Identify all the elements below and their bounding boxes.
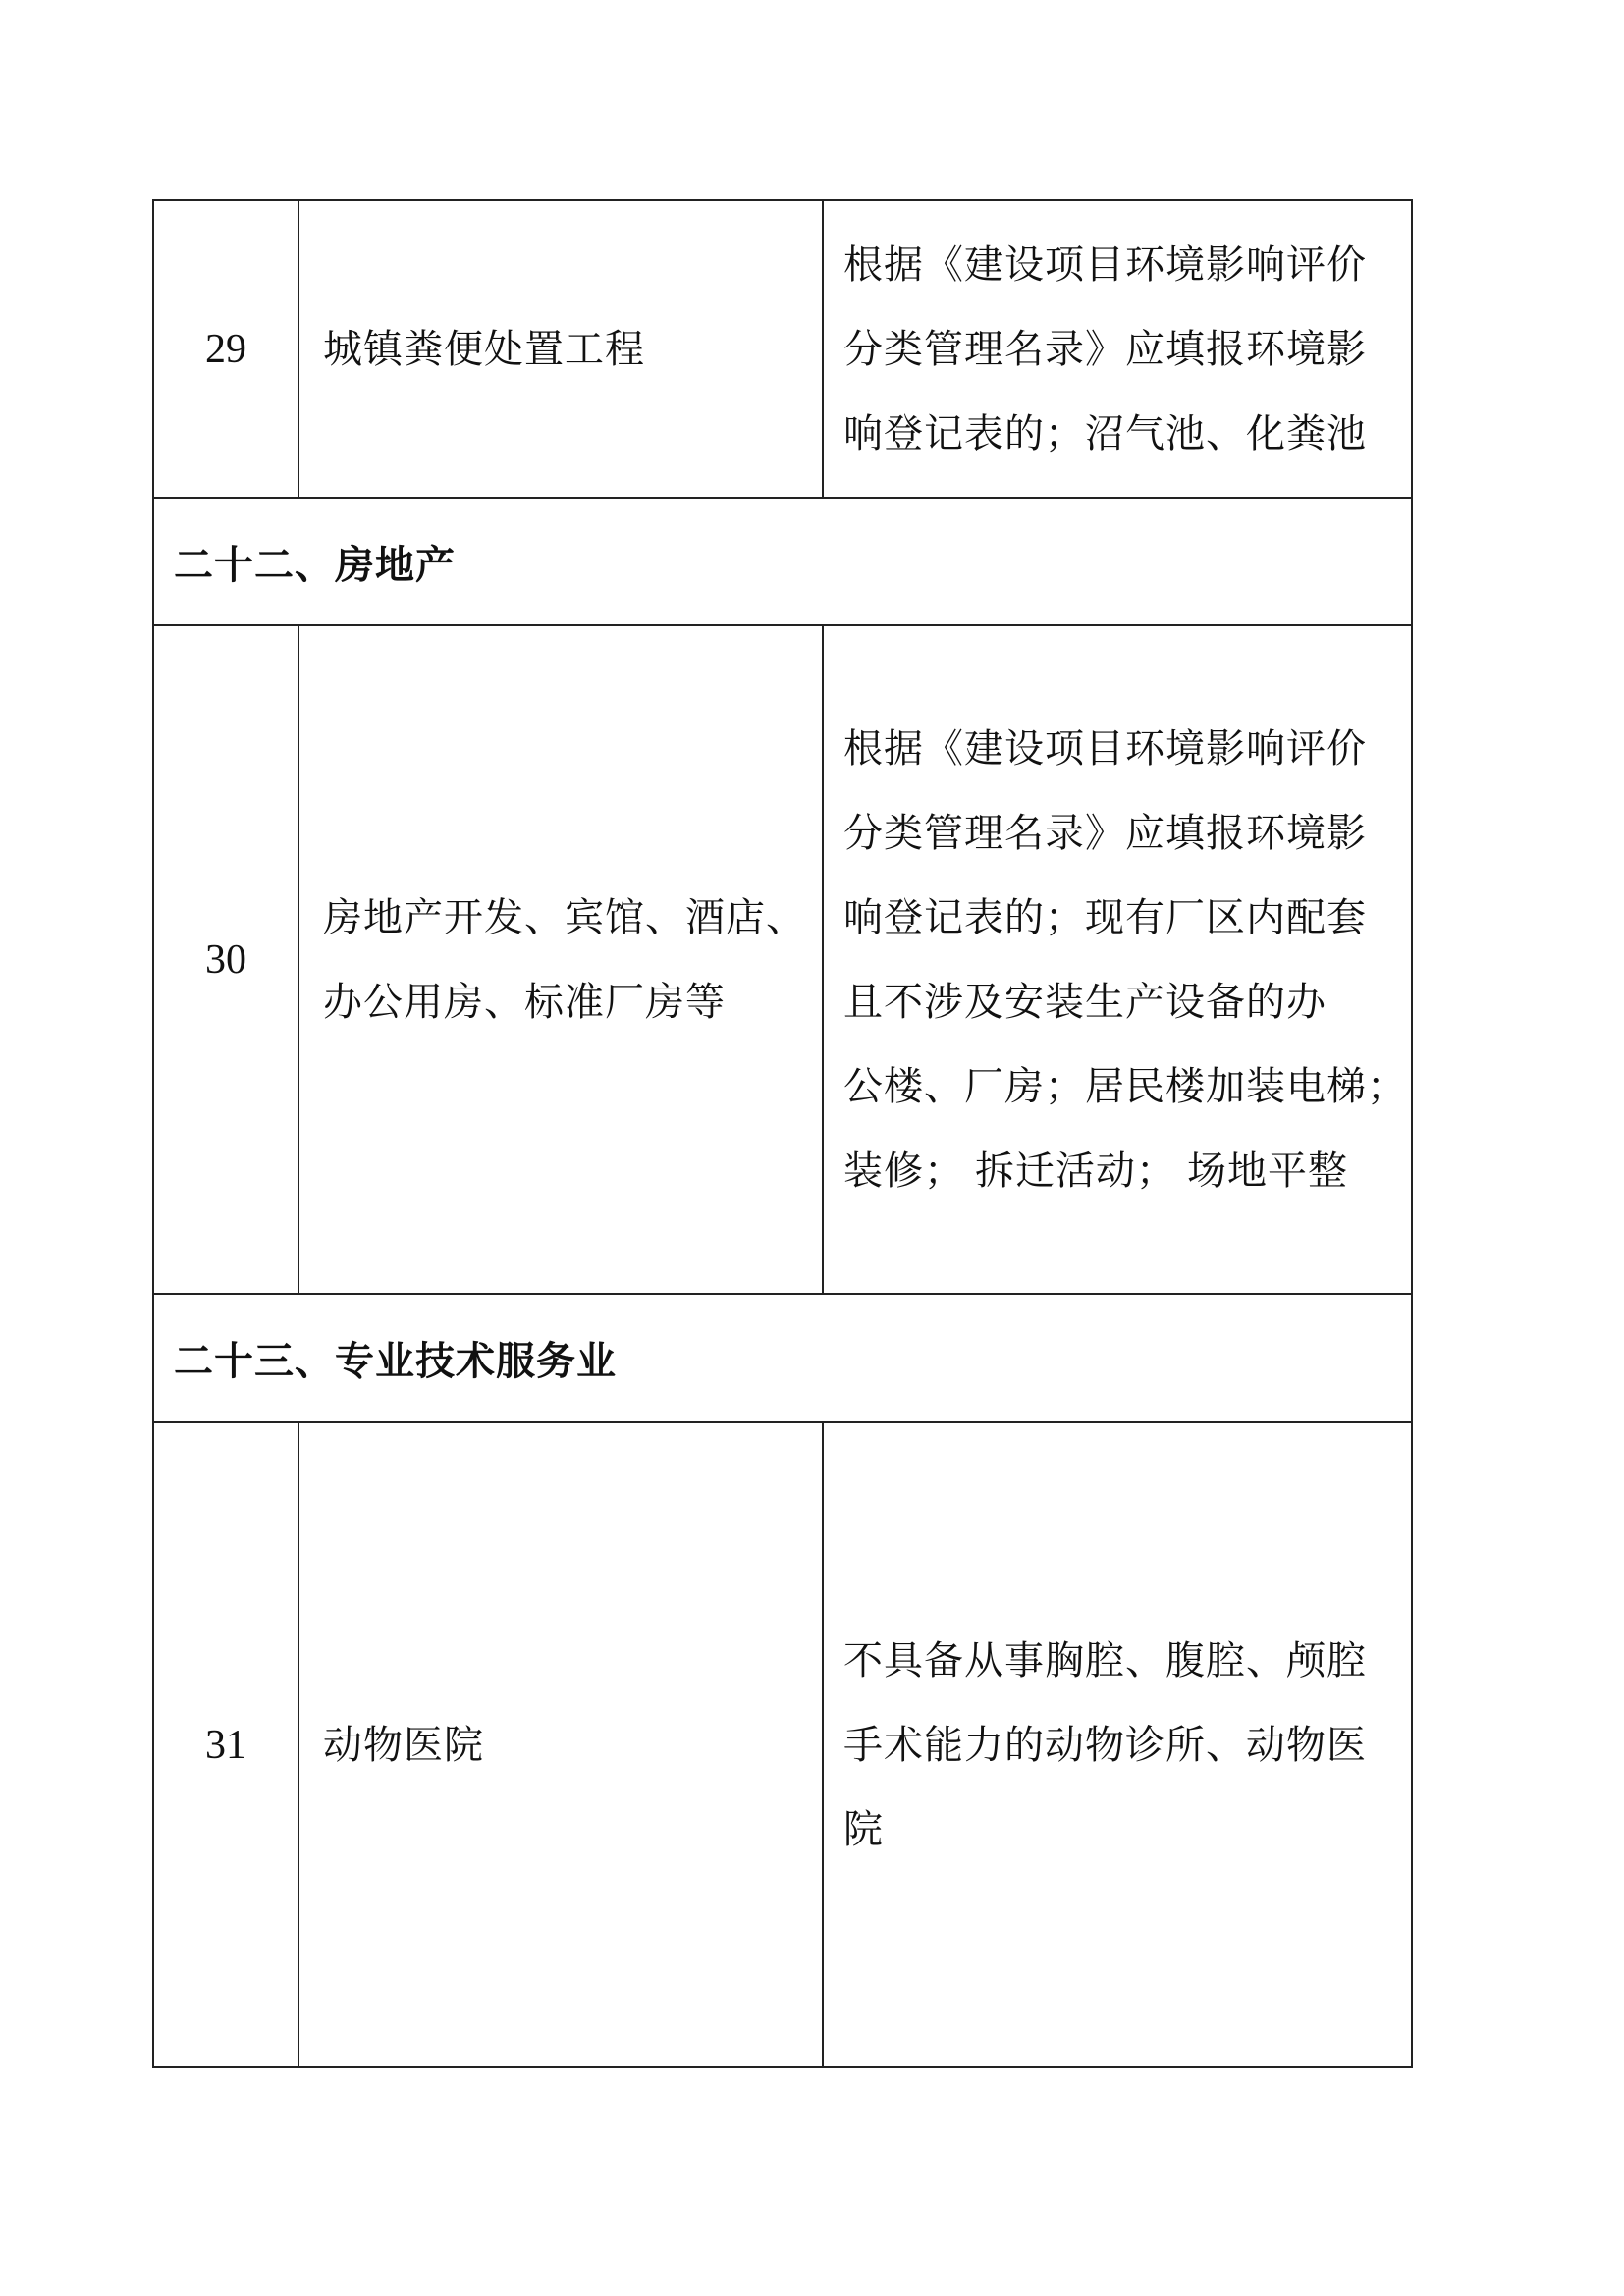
item-number: 29 (153, 200, 298, 498)
item-number: 30 (153, 625, 298, 1294)
criteria-line: 响登记表的；现有厂区内配套 (843, 894, 1367, 939)
item-criteria (823, 200, 1412, 498)
criteria-line: 装修； 拆迁活动； 场地平整 (843, 1148, 1348, 1193)
item-name-line: 动物医院 (323, 1722, 484, 1767)
section-heading: 二十三、专业技术服务业 (153, 1294, 1412, 1422)
section-row (153, 498, 1412, 625)
item-number: 31 (153, 1422, 298, 2067)
criteria-line: 且不涉及安装生产设备的办 (843, 979, 1326, 1024)
catalog-table (152, 199, 1413, 2068)
item-name-line: 办公用房、标准厂房等 (323, 979, 726, 1024)
criteria-line: 分类管理名录》应填报环境影 (843, 810, 1367, 855)
table-row (153, 1422, 1412, 2067)
item-name (298, 625, 823, 1294)
table-row (153, 625, 1412, 1294)
criteria-line: 响登记表的；沼气池、化粪池 (843, 410, 1367, 455)
section-row (153, 1294, 1412, 1422)
item-name-line: 房地产开发、宾馆、酒店、 (323, 894, 806, 939)
table-row (153, 200, 1412, 498)
criteria-line: 不具备从事胸腔、腹腔、颅腔 (843, 1637, 1367, 1682)
criteria-line: 根据《建设项目环境影响评价 (843, 725, 1367, 771)
item-criteria (823, 625, 1412, 1294)
item-criteria (823, 1422, 1412, 2067)
criteria-line: 公楼、厂房；居民楼加装电梯； (843, 1063, 1407, 1108)
criteria-line: 分类管理名录》应填报环境影 (843, 326, 1367, 371)
section-heading: 二十二、房地产 (153, 498, 1412, 625)
criteria-line: 手术能力的动物诊所、动物医 (843, 1722, 1367, 1767)
item-name (298, 1422, 823, 2067)
criteria-line: 院 (843, 1806, 884, 1851)
item-name (298, 200, 823, 498)
criteria-line: 根据《建设项目环境影响评价 (843, 241, 1367, 287)
item-name-line: 城镇粪便处置工程 (323, 326, 645, 371)
